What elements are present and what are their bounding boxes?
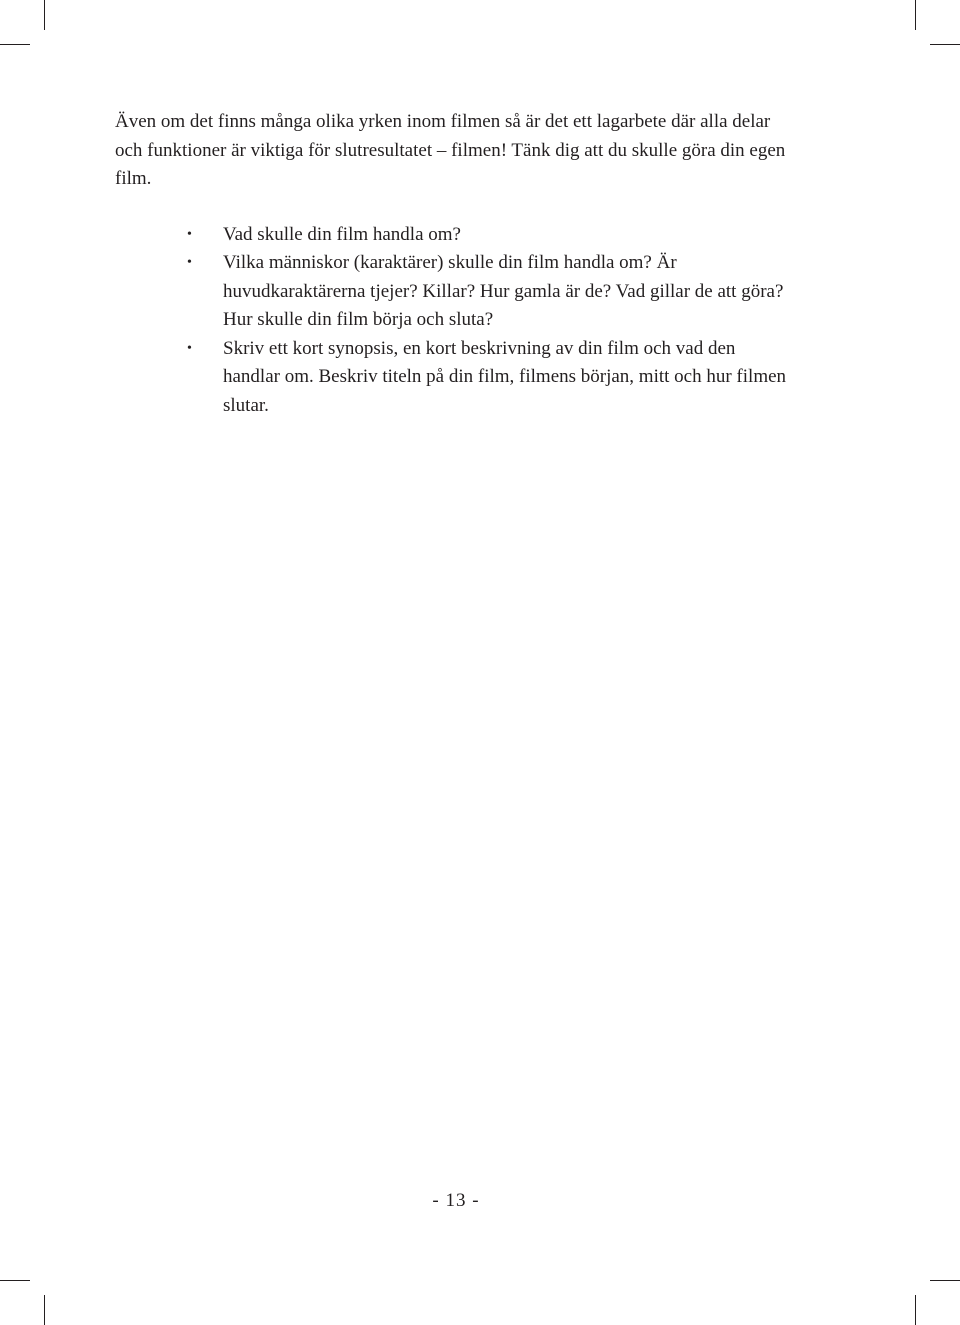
bullet-icon: • [187, 255, 192, 270]
list-item [115, 335, 795, 421]
intro-paragraph: Även om det finns många olika yrken inom filmen så är det ett lagarbete där alla delar och funktioner är viktiga för slutresultatet – filmen! Tänk dig att du skulle göra din egen film. [115, 111, 786, 189]
list-item-text: Vilka människor (karaktärer) skulle din film handla om? Är huvudkaraktärerna tjejer? Killar? Hur gamla är de? Vad gillar de att göra? Hur skulle din film börja och sluta? [223, 252, 784, 330]
crop-mark [915, 1295, 916, 1325]
crop-mark [0, 44, 30, 45]
list-item-text: Skriv ett kort synopsis, en kort beskrivning av din film och vad den handlar om. Beskriv titeln på din film, filmens början, mitt och hur filmen slutar. [223, 337, 787, 416]
crop-mark [44, 1295, 45, 1325]
question-list [115, 221, 795, 421]
list-item [115, 249, 795, 335]
page-number: - 13 - [432, 1190, 480, 1211]
crop-mark [44, 0, 45, 30]
bullet-icon: • [187, 226, 192, 242]
crop-mark [915, 0, 916, 30]
list-item [115, 221, 795, 250]
list-item-text: Vad skulle din film handla om? [223, 223, 461, 245]
crop-mark [930, 1280, 960, 1281]
crop-mark [930, 44, 960, 45]
page-body [115, 108, 795, 420]
bullet-icon: • [187, 340, 192, 356]
crop-mark [0, 1280, 30, 1281]
